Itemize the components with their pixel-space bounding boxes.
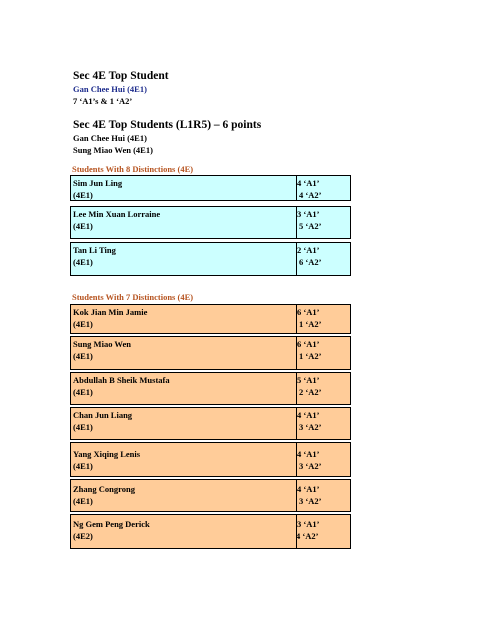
student-name: Chan Jun Liang (73, 410, 133, 420)
student-card (70, 304, 351, 334)
student-card (70, 442, 351, 477)
student-name: Tan Li Ting (73, 245, 116, 255)
student-name: Sung Miao Wen (73, 339, 131, 349)
student-class: (4E1) (73, 496, 93, 506)
student-class: (4E2) (73, 531, 93, 541)
a1-count: 2 ‘A1’ (297, 245, 320, 255)
column-divider (296, 443, 297, 476)
a1-count: 3 ‘A1’ (297, 209, 320, 219)
student-class: (4E1) (73, 319, 93, 329)
a2-count: 3 ‘A2’ (299, 422, 322, 432)
top-student-result: 7 ‘A1’s & 1 ‘A2’ (73, 96, 133, 106)
a1-count: 4 ‘A1’ (297, 178, 320, 188)
l1r5-heading: Sec 4E Top Students (L1R5) – 6 points (73, 119, 262, 131)
student-card (70, 206, 351, 239)
student-class: (4E1) (73, 351, 93, 361)
seven-distinctions-heading: Students With 7 Distinctions (4E) (72, 292, 194, 302)
student-card (70, 175, 351, 201)
a2-count: 1 ‘A2’ (299, 351, 322, 361)
student-card (70, 514, 351, 549)
student-card (70, 479, 351, 512)
student-card (70, 336, 351, 370)
student-class: (4E1) (73, 387, 93, 397)
student-class: (4E1) (73, 221, 93, 231)
student-name: Sim Jun Ling (73, 178, 123, 188)
a1-count: 3 ‘A1’ (297, 519, 320, 529)
a2-count: 3 ‘A2’ (299, 496, 322, 506)
student-class: (4E1) (73, 461, 93, 471)
student-name: Abdullah B Sheik Mustafa (73, 375, 170, 385)
a2-count: 4 ‘A2’ (296, 531, 319, 541)
student-name: Lee Min Xuan Lorraine (73, 209, 161, 219)
student-name: Zhang Congrong (73, 484, 135, 494)
a1-count: 6 ‘A1’ (297, 339, 320, 349)
l1r5-name-1: Gan Chee Hui (4E1) (73, 133, 147, 143)
a1-count: 5 ‘A1’ (297, 375, 320, 385)
eight-distinctions-heading: Students With 8 Distinctions (4E) (72, 164, 194, 174)
student-class: (4E1) (73, 257, 93, 267)
a2-count: 4 ‘A2’ (299, 190, 322, 200)
student-card (70, 242, 351, 276)
a2-count: 6 ‘A2’ (299, 257, 322, 267)
student-name: Kok Jian Min Jamie (73, 307, 148, 317)
a1-count: 4 ‘A1’ (297, 449, 320, 459)
student-name: Yang Xiqing Lenis (73, 449, 141, 459)
top-student-name: Gan Chee Hui (4E1) (73, 84, 147, 94)
a1-count: 4 ‘A1’ (297, 484, 320, 494)
student-card (70, 407, 351, 440)
a2-count: 2 ‘A2’ (299, 387, 322, 397)
a1-count: 6 ‘A1’ (297, 307, 320, 317)
top-student-heading: Sec 4E Top Student (73, 70, 169, 82)
a2-count: 1 ‘A2’ (299, 319, 322, 329)
l1r5-name-2: Sung Miao Wen (4E1) (73, 145, 153, 155)
a2-count: 3 ‘A2’ (299, 461, 322, 471)
student-card (70, 372, 351, 405)
a2-count: 5 ‘A2’ (299, 221, 322, 231)
student-class: (4E1) (73, 190, 93, 200)
a1-count: 4 ‘A1’ (297, 410, 320, 420)
student-name: Ng Gem Peng Derick (73, 519, 150, 529)
student-class: (4E1) (73, 422, 93, 432)
